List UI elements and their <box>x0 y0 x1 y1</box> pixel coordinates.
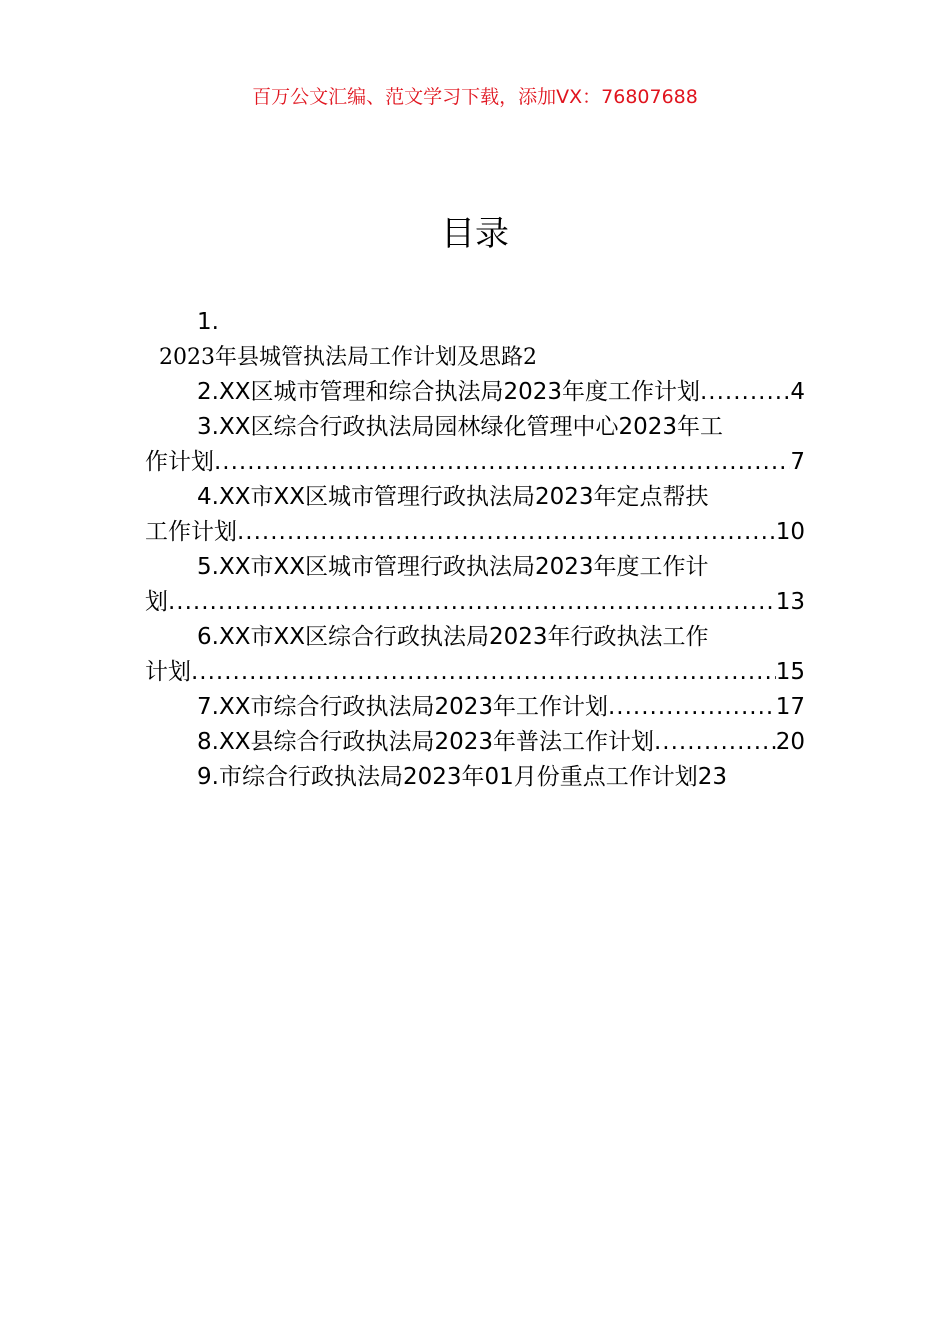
toc-entry-3-text: 作计划 <box>145 449 214 475</box>
toc-entry-6-line2[interactable] <box>145 655 805 690</box>
toc-entry-8-page: 20 <box>775 729 805 755</box>
dot-leader <box>608 690 776 725</box>
toc-entry-5-line1[interactable]: 5.XX市XX区城市管理行政执法局2023年度工作计 <box>197 554 709 580</box>
dot-leader <box>237 515 776 550</box>
toc-entry-8[interactable] <box>145 725 805 760</box>
header-note: 百万公文汇编、范文学习下载，添加VX：76807688 <box>252 86 698 108</box>
dot-leader <box>700 375 790 410</box>
toc-entry-6-page: 15 <box>775 659 805 685</box>
toc-entry-2-page: 4 <box>790 379 805 405</box>
dot-leader <box>214 445 790 480</box>
toc-entry-4-page: 10 <box>775 519 805 545</box>
table-of-contents <box>145 305 805 795</box>
page-title: 目录 <box>441 214 509 254</box>
toc-entry-2-text: 2.XX区城市管理和综合执法局2023年度工作计划 <box>197 379 700 405</box>
toc-entry-3-line1[interactable]: 3.XX区综合行政执法局园林绿化管理中心2023年工 <box>197 414 723 440</box>
toc-entry-7-page: 17 <box>775 694 805 720</box>
toc-entry-7-text: 7.XX市综合行政执法局2023年工作计划 <box>197 694 608 720</box>
dot-leader <box>654 725 776 760</box>
toc-entry-9-text: 9.市综合行政执法局2023年01月份重点工作计划 <box>197 764 698 790</box>
toc-entry-6-text: 计划 <box>145 659 191 685</box>
toc-entry-9[interactable] <box>145 760 805 795</box>
toc-entry-3-line2[interactable] <box>145 445 805 480</box>
toc-entry-4-line1[interactable]: 4.XX市XX区城市管理行政执法局2023年定点帮扶 <box>197 484 709 510</box>
toc-entry-6-line1[interactable]: 6.XX市XX区综合行政执法局2023年行政执法工作 <box>197 624 709 650</box>
toc-entry-4-text: 工作计划 <box>145 519 237 545</box>
toc-entry-1-number[interactable]: 1. <box>197 309 219 335</box>
toc-entry-5-text: 划 <box>145 589 168 615</box>
toc-entry-2[interactable] <box>145 375 805 410</box>
toc-entry-1-page: 2 <box>523 345 537 370</box>
toc-entry-5-line2[interactable] <box>145 585 805 620</box>
toc-entry-7[interactable] <box>145 690 805 725</box>
dot-leader <box>168 585 776 620</box>
toc-entry-4-line2[interactable] <box>145 515 805 550</box>
toc-entry-3-page: 7 <box>790 449 805 475</box>
toc-entry-9-page: 23 <box>697 764 728 790</box>
toc-entry-5-page: 13 <box>775 589 805 615</box>
toc-entry-1[interactable] <box>145 340 805 375</box>
toc-entry-8-text: 8.XX县综合行政执法局2023年普法工作计划 <box>197 729 654 755</box>
dot-leader <box>191 655 776 690</box>
toc-entry-1-text: 2023年县城管执法局工作计划及思路 <box>159 345 523 370</box>
